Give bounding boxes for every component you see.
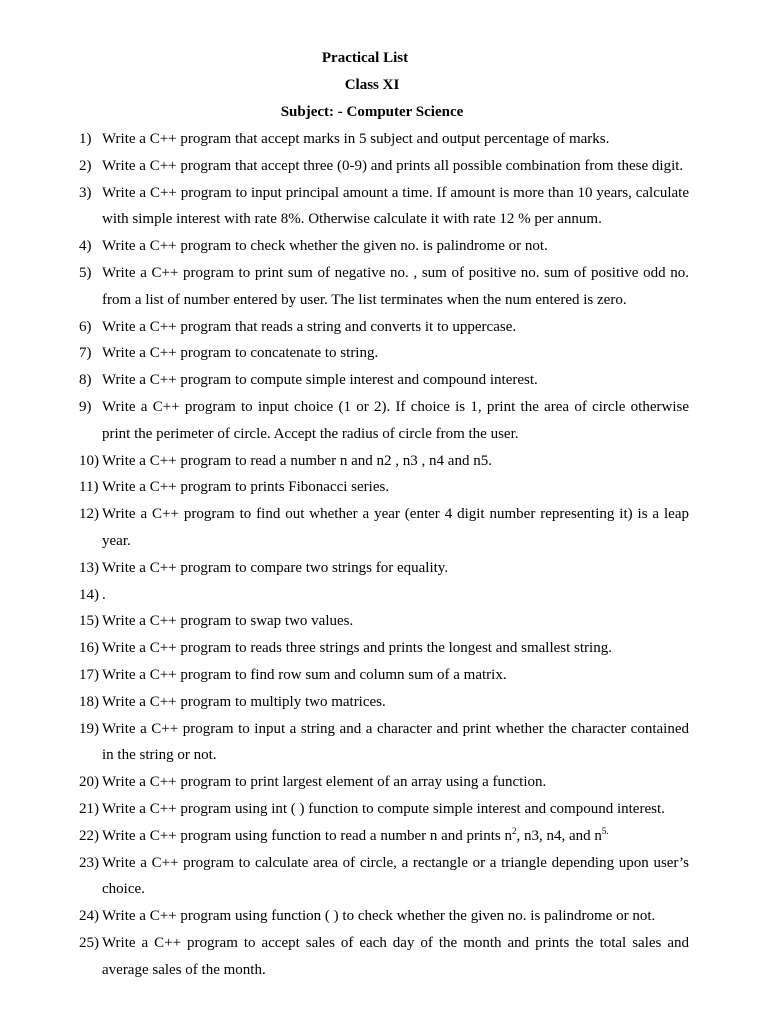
item-number: 25) — [79, 934, 99, 951]
item-number: 8) — [79, 372, 92, 389]
list-item — [79, 367, 689, 394]
item-text: Write a C++ program to swap two values. — [102, 613, 354, 630]
list-item — [79, 903, 689, 930]
item-text: Write a C++ program to accept sales of each day of the month and prints the total sales and average sales of the month. — [102, 934, 689, 978]
item-text: Write a C++ program to find row sum and column sum of a matrix. — [102, 666, 507, 683]
item-number: 6) — [79, 318, 92, 335]
list-item — [79, 501, 689, 555]
document-title: Practical List — [321, 50, 409, 66]
item-number: 14) — [79, 586, 99, 603]
class-heading: Class XI — [344, 77, 400, 93]
item-text: Write a C++ program to check whether the given no. is palindrome or not. — [102, 238, 548, 255]
item-text — [102, 823, 689, 850]
list-item — [79, 260, 689, 314]
item-number: 4) — [79, 238, 92, 255]
item-text: Write a C++ program to calculate area of circle, a rectangle or a triangle depending upon user’s choice. — [102, 854, 689, 898]
item-text: Write a C++ program to find out whether a year (enter 4 digit number representing it) is a leap year. — [102, 506, 689, 549]
practical-list — [79, 126, 689, 984]
item-text: Write a C++ program to concatenate to string. — [102, 345, 379, 362]
list-item — [79, 608, 689, 635]
item-text-part: Write a C++ program using function to read a number n and prints n — [102, 827, 512, 844]
item-text: Write a C++ program to print sum of negative no. , sum of positive no. sum of positive odd no. from a list of number entered by user. The list terminates when the num entered is zero. — [102, 264, 689, 308]
list-item — [79, 448, 689, 475]
item-number: 12) — [79, 506, 99, 523]
list-item — [79, 689, 689, 716]
item-number: 23) — [79, 854, 99, 871]
list-item — [79, 796, 689, 823]
item-number: 24) — [79, 908, 99, 925]
item-number: 11) — [79, 479, 99, 496]
superscript: 2 — [511, 825, 517, 836]
item-number: 15) — [79, 613, 99, 630]
item-text: Write a C++ program to read a number n and n2 , n3 , n4 and n5. — [102, 452, 492, 469]
item-number: 10) — [79, 452, 99, 469]
item-number: 13) — [79, 559, 99, 576]
item-number: 21) — [79, 800, 99, 817]
list-item — [79, 474, 689, 501]
item-text: Write a C++ program to multiply two matrices. — [102, 693, 386, 710]
list-item — [79, 233, 689, 260]
list-item — [79, 153, 689, 180]
list-item — [79, 314, 689, 341]
item-number: 7) — [79, 345, 92, 362]
item-text: Write a C++ program that accept three (0-9) and prints all possible combination from these digit. — [102, 157, 684, 174]
item-text: Write a C++ program using int ( ) function to compute simple interest and compound interest. — [102, 800, 665, 817]
item-number: 2) — [79, 157, 92, 174]
list-item — [79, 394, 689, 448]
item-text: . — [102, 586, 106, 603]
item-text: Write a C++ program that reads a string and converts it to uppercase. — [102, 318, 517, 335]
item-text: Write a C++ program to input choice (1 or 2). If choice is 1, print the area of circle otherwise print the perimeter of circle. Accept the radius of circle from the user. — [102, 398, 689, 442]
item-text: Write a C++ program using function ( ) to check whether the given no. is palindrome or not. — [102, 908, 656, 925]
item-text: Write a C++ program to input a string and a character and print whether the character contained in the string or not. — [102, 720, 689, 764]
item-text: Write a C++ program to prints Fibonacci series. — [102, 479, 390, 496]
item-text: Write a C++ program to reads three strings and prints the longest and smallest string. — [102, 640, 612, 657]
list-item — [79, 582, 689, 609]
item-text: Write a C++ program to input principal amount a time. If amount is more than 10 years, calculate with simple interest with rate 8%. Otherwise calculate it with rate 12 % per annum. — [102, 184, 689, 228]
list-item — [79, 716, 689, 770]
subject-heading: Subject: - Computer Science — [280, 104, 464, 120]
item-number: 9) — [79, 398, 92, 415]
item-text: Write a C++ program to print largest element of an array using a function. — [102, 774, 547, 791]
item-number: 17) — [79, 666, 99, 683]
list-item — [79, 769, 689, 796]
list-item — [79, 635, 689, 662]
item-text: Write a C++ program to compare two strings for equality. — [102, 559, 449, 576]
item-text-part: , n3, n4, and n — [516, 827, 602, 844]
item-text: Write a C++ program to compute simple interest and compound interest. — [102, 372, 538, 389]
item-number: 1) — [79, 131, 92, 147]
list-item — [79, 555, 689, 582]
item-number: 20) — [79, 774, 99, 791]
list-item — [79, 126, 689, 153]
item-text: Write a C++ program that accept marks in 5 subject and output percentage of marks. — [102, 131, 610, 147]
item-number: 22) — [79, 827, 99, 844]
item-number: 3) — [79, 184, 92, 201]
list-item — [79, 340, 689, 367]
item-number: 19) — [79, 720, 99, 737]
superscript: 5. — [601, 825, 609, 836]
item-number: 16) — [79, 640, 99, 657]
list-item — [79, 930, 689, 984]
list-item — [79, 823, 689, 850]
list-item — [79, 662, 689, 689]
list-item — [79, 180, 689, 234]
item-number: 18) — [79, 693, 99, 710]
item-number: 5) — [79, 264, 92, 281]
list-item — [79, 850, 689, 904]
